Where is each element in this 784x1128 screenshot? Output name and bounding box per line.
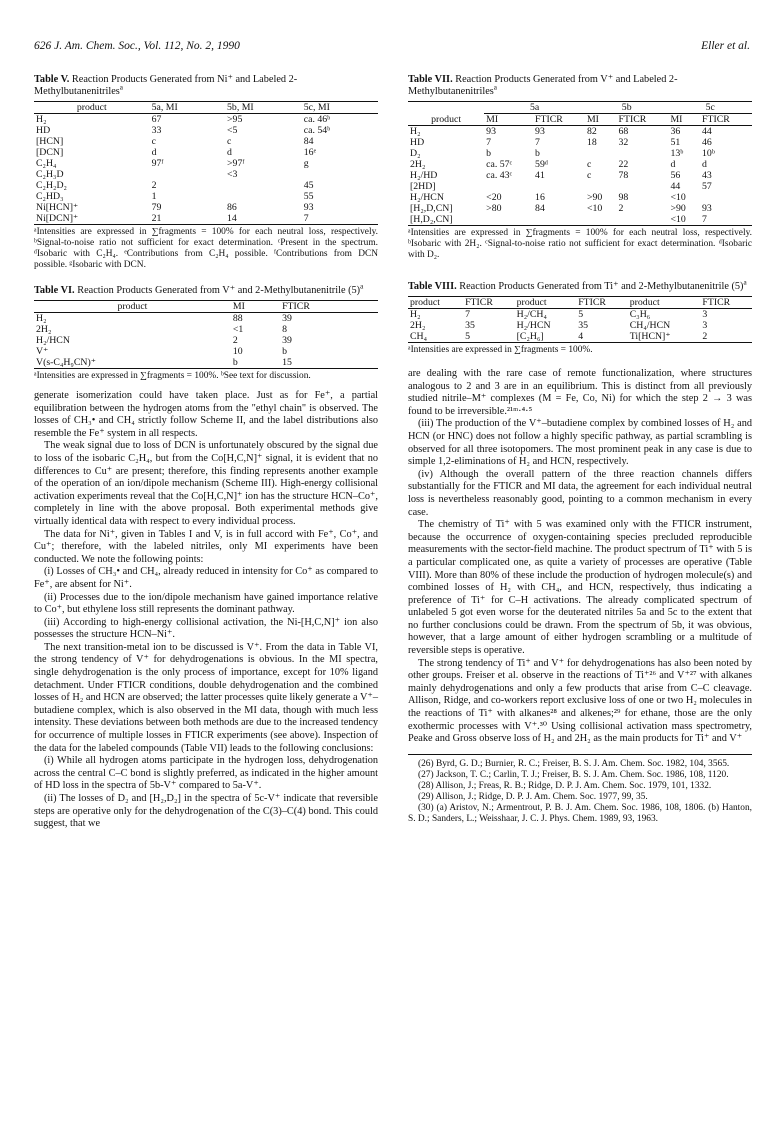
table7-caption: Table VII. Reaction Products Generated from V⁺ and Labeled 2-Methylbutanenitriles$^a$ bbox=[408, 74, 678, 97]
table-cell: [2HD] bbox=[410, 181, 436, 192]
table-cell: <10 bbox=[670, 192, 686, 203]
table7-header-cell: FTICR bbox=[533, 114, 585, 126]
table-cell bbox=[484, 214, 533, 226]
table-cell: 97ᶠ bbox=[151, 158, 164, 169]
table-cell bbox=[150, 169, 225, 180]
table-cell: 2 bbox=[151, 180, 157, 191]
table-cell bbox=[225, 180, 302, 191]
table-cell bbox=[617, 181, 669, 192]
table-cell: 16ᵉ bbox=[303, 147, 317, 158]
table-cell: [C₂H₆] bbox=[515, 331, 577, 343]
reference-item: (29) Allison, J.; Ridge, D. P. J. Am. Chem. Soc. 1977, 99, 35. bbox=[418, 791, 648, 802]
table-cell: [H,D₂,CN] bbox=[408, 214, 484, 226]
table-cell: 2 bbox=[232, 335, 238, 346]
paragraph: are dealing with the rare case of remote functionalization, where structures analogous to 2 and 3 are in an equilibrium. This is distinct from all previously studied nitrile–M⁺ complexes (M = Fe, Co, Ni) for which the step 2 → 3 was found to be irreversible.²¹ᵐ·⁴·⁵ bbox=[408, 368, 752, 417]
table-cell: 32 bbox=[618, 137, 629, 148]
table-cell: 5 bbox=[463, 331, 515, 343]
paragraph: The strong tendency of Ti⁺ and V⁺ for dehydrogenations has also been noted by other groups. Freiser et al. observe in the reactions of Ti⁺²⁶ and V⁺²⁷ with alkanes mainly dehydrogenations and only a few products that arise from C–C cleavage. Allison, Ridge, and co-workers report exclusive loss of one or two H₂ molecules in the reactions of Ti⁺ with alkanes²⁸ and alkenes;²⁹ for ethane, those are the only exothermic processes with V⁺.³⁰ Using collisional activation mass spectrometry, Peake and Gross observe loss of H₂ and 2H₂ as the main products for Ti⁺ and V⁺ bbox=[408, 657, 752, 745]
table-cell: CH₄ bbox=[408, 331, 463, 343]
table-cell: 78 bbox=[618, 170, 629, 181]
table-cell: 7 bbox=[535, 137, 540, 148]
table6-header-cell: FTICR bbox=[280, 301, 378, 313]
table5-header-cell: 5c, MI bbox=[302, 102, 378, 114]
table-cell: 45 bbox=[303, 180, 314, 191]
left-column bbox=[34, 74, 378, 831]
table-row bbox=[408, 331, 752, 343]
table-cell: H₂/CH₄ bbox=[516, 309, 547, 320]
table-cell: c bbox=[227, 136, 232, 147]
table-cell: [H₂,D,CN] bbox=[410, 203, 453, 214]
table7-header-cell: FTICR bbox=[617, 114, 669, 126]
table-cell: 2H₂ bbox=[410, 159, 426, 170]
right-body-text bbox=[408, 368, 752, 746]
table7-header-cell: product bbox=[408, 114, 484, 126]
table6-header-cell: MI bbox=[231, 301, 280, 313]
table-cell: 59ᵈ bbox=[535, 159, 548, 170]
table-cell: g bbox=[303, 158, 309, 169]
table-cell: >97ᶠ bbox=[227, 158, 245, 169]
table-cell: <1 bbox=[232, 324, 244, 335]
table-row bbox=[34, 191, 378, 202]
table-row bbox=[408, 309, 752, 321]
table-cell: 14 bbox=[225, 213, 302, 225]
table-cell bbox=[617, 214, 669, 226]
table-cell: 82 bbox=[586, 126, 597, 137]
table-cell: b bbox=[486, 148, 492, 159]
table-row bbox=[34, 213, 378, 225]
table-cell: b bbox=[535, 148, 540, 159]
table6-caption: Table VI. Reaction Products Generated from V⁺ and 2-Methylbutanenitrile $(5)^a$ bbox=[34, 282, 364, 296]
paragraph: The weak signal due to loss of DCN is unfortunately obscured by the signal due to loss of the isobaric C₂H₄, but from the Co[H,C,N]⁺ signal, it is evident that no differences to Cu⁺ are present; therefore, this finding represents another example of the operation of an ion/dipole mechanism (Scheme III). High-energy collisional activation experiments reveal that the Co[H,C,N]⁺ ion has the structure HCN–Co⁺, completely in line with the above proposal. Both experimental methods give virtually identical data with respect to every individual process. bbox=[34, 440, 378, 527]
right-column bbox=[408, 74, 752, 825]
table8-header-cell: FTICR bbox=[700, 297, 752, 309]
table-cell: H₂ bbox=[36, 313, 47, 324]
table-cell: ca. 57ᶜ bbox=[486, 159, 513, 170]
table-cell: 8 bbox=[282, 324, 288, 335]
table5-header-cell: 5a, MI bbox=[150, 102, 225, 114]
paragraph: The next transition-metal ion to be discussed is V⁺. From the data in Table VI, the strong tendency of V⁺ for dehydrogenations is obvious. In the MI spectra, single dehydrogenation is the only process of importance, except for 10% ligand detachment. Under FTICR conditions, double dehydrogenation and the combined losses of H₂ and HCN are observed; the latter processes quite likely generate a V⁺–butadiene complex, which is also observed in the MI data, though with much less intensity. These deviations between both methods are due to the increased tendency for occurrence of multiple losses in FTICR experiments (see above). Inspection of the data for the labeled compounds (Table VII) leads to the following conclusions: bbox=[34, 641, 378, 754]
table-cell: c bbox=[151, 136, 156, 147]
table-cell: 86 bbox=[227, 202, 237, 213]
table-cell: 2H₂ bbox=[410, 320, 426, 331]
table-row bbox=[408, 126, 752, 138]
table-cell: H₂/HCN bbox=[36, 335, 70, 346]
table8-header-cell: product bbox=[408, 297, 463, 309]
table-cell: 7 bbox=[465, 309, 470, 320]
reference-item: (30) (a) Aristov, N.; Armentrout, P. B. J. Am. Chem. Soc. 1986, 108, 1806. (b) Hanton, S. D.; Sanders, L.; Weisshaar, J. C. J. Phys. Chem. 1989, 93, 1963. bbox=[408, 802, 752, 824]
table-cell: C₂HD₃ bbox=[36, 191, 64, 202]
table-cell: 7 bbox=[302, 213, 378, 225]
reference-item: (28) Allison, J.; Freas, R. B.; Ridge, D. P. J. Am. Chem. Soc. 1979, 101, 1332. bbox=[418, 780, 712, 791]
table-cell: HD bbox=[36, 125, 51, 136]
table-cell: 3 bbox=[702, 309, 708, 320]
paragraph: (ii) Processes due to the ion/dipole mechanism have gained importance relative to Co⁺, but ethylene loss still represents the dominant pathway. bbox=[34, 591, 378, 616]
table-cell: C₃H₆ bbox=[629, 309, 651, 320]
table-row bbox=[34, 147, 378, 158]
table-row bbox=[34, 169, 378, 180]
table-cell: Ti[HCN]⁺ bbox=[628, 331, 701, 343]
table7-header-cell: FTICR bbox=[700, 114, 752, 126]
table-cell: 2 bbox=[618, 203, 624, 214]
table-cell: <20 bbox=[486, 192, 502, 203]
table-cell: HD bbox=[410, 137, 425, 148]
table-cell: 2H₂ bbox=[36, 324, 52, 335]
reference-item: (27) Jackson, T. C.; Carlin, T. J.; Freiser, B. S. J. Am. Chem. Soc. 1986, 108, 1120. bbox=[418, 769, 729, 780]
table-cell: d bbox=[227, 147, 232, 158]
table-row bbox=[34, 114, 378, 126]
table-cell: 5 bbox=[578, 309, 584, 320]
table-cell: C₂H₄ bbox=[36, 158, 57, 169]
table-cell: <5 bbox=[227, 125, 238, 136]
table-cell: D₂ bbox=[410, 148, 421, 159]
table-row bbox=[34, 335, 378, 346]
table-cell: 84 bbox=[535, 203, 545, 214]
table-cell: 35 bbox=[578, 320, 588, 331]
table-cell: 41 bbox=[535, 170, 545, 181]
table7-group-header: 5b bbox=[585, 102, 668, 114]
paragraph: The chemistry of Ti⁺ with 5 was examined only with the FTICR instrument, because the occurrence of oxygen-containing species precluded reproducible measurements with the sector-field machine. The product spectrum of Ti⁺ with 5 is a particular complicated one, as quite a variety of processes are operative (Table VIII). More than 80% of these include the production of hydrogen molecule(s) and combined losses of H₂ with CH₄, and HCN, respectively, thus indicating a preference of Ti⁺ for C–H activations. The already complicated spectrum of unlabeled 5 got even worse for the deuterated nitriles 5a and 5c to the extent that no further conclusions could be drawn. From the spectrum of 5b, it was obvious, however, that a large amount of either hydrogen scrambling or a multitude of reversible steps is operative. bbox=[408, 519, 752, 657]
reference-item: (26) Byrd, G. D.; Burnier, R. C.; Freiser, B. S. J. Am. Chem. Soc. 1982, 104, 3565. bbox=[418, 758, 730, 769]
table-cell: ca. 46ᵇ bbox=[303, 114, 331, 125]
table-cell: 1 bbox=[151, 191, 157, 202]
table-row bbox=[34, 136, 378, 147]
table-cell: 43 bbox=[702, 170, 712, 181]
table-cell: 4 bbox=[576, 331, 628, 343]
table-cell: d bbox=[670, 159, 676, 170]
table8-header-cell: product bbox=[628, 297, 701, 309]
table-cell: 21 bbox=[150, 213, 225, 225]
table-row bbox=[408, 137, 752, 148]
table-row bbox=[408, 320, 752, 331]
table8-header-cell: product bbox=[515, 297, 577, 309]
table-cell: V(s-C₄H₉CN)⁺ bbox=[34, 357, 231, 369]
table-cell: H₂/HCN bbox=[410, 192, 444, 203]
table-cell: 57 bbox=[702, 181, 712, 192]
table-cell: c bbox=[586, 159, 592, 170]
table-row bbox=[34, 125, 378, 136]
left-body-text bbox=[34, 390, 378, 831]
table-cell: 3 bbox=[702, 320, 708, 331]
table-cell: 15 bbox=[280, 357, 378, 369]
table7-header-cell: MI bbox=[484, 114, 533, 126]
table-cell bbox=[302, 169, 378, 180]
table-row bbox=[34, 202, 378, 213]
table6 bbox=[34, 300, 378, 369]
table-cell: <10 bbox=[586, 203, 603, 214]
table-cell: b bbox=[282, 346, 288, 357]
references bbox=[408, 754, 752, 825]
table-row bbox=[34, 357, 378, 369]
table-cell: V⁺ bbox=[36, 346, 49, 357]
table-cell: 44 bbox=[702, 126, 712, 137]
table-cell: 36 bbox=[670, 126, 681, 137]
paragraph: (iii) The production of the V⁺–butadiene complex by combined losses of H₂ and HCN (or HNC) does not follow a highly specific pathway, as partial scrambling is observed for all three isotopomers. The most prominent peak in any case is due to simple 1,2-eliminations of H₂ and HCN, respectively. bbox=[408, 418, 752, 468]
table-cell: 10 bbox=[232, 346, 243, 357]
table-cell: ca. 54ᵇ bbox=[303, 125, 331, 136]
table-cell: 93 bbox=[303, 202, 314, 213]
table-cell: 67 bbox=[151, 114, 162, 125]
table-row bbox=[408, 181, 752, 192]
table-cell: 93 bbox=[535, 126, 545, 137]
table-row bbox=[408, 203, 752, 214]
table6-header-cell: product bbox=[34, 301, 231, 313]
table-row bbox=[408, 192, 752, 203]
table-cell: 51 bbox=[670, 137, 681, 148]
table6-footnote: ᵃIntensities are expressed in ∑fragments = 100%. ᵇSee text for discussion. bbox=[34, 371, 311, 381]
table-row bbox=[408, 159, 752, 170]
running-head-right: Eller et al. bbox=[701, 40, 750, 52]
table-cell: C₂H₃D bbox=[36, 169, 64, 180]
paragraph: (i) While all hydrogen atoms participate in the hydrogen loss, dehydrogenation across the central C–C bond is slightly preferred, as indicated in the higher amount of HD loss in the spectra of 5b-V⁺ compared to 5a-V⁺. bbox=[34, 755, 378, 792]
table6-body bbox=[34, 313, 378, 369]
table-cell: >80 bbox=[486, 203, 502, 214]
table-cell: 44 bbox=[670, 181, 681, 192]
table-cell bbox=[225, 191, 302, 202]
table7-group-header: 5a bbox=[484, 102, 585, 114]
table8 bbox=[408, 296, 752, 343]
table7-header-cell: MI bbox=[585, 114, 617, 126]
table7-group-header: 5c bbox=[668, 102, 752, 114]
table5-body bbox=[34, 114, 378, 225]
table-cell bbox=[533, 214, 585, 226]
table-cell: 35 bbox=[465, 320, 475, 331]
table-cell bbox=[617, 148, 669, 159]
table-cell: 7 bbox=[700, 214, 752, 226]
running-head-left: 626 J. Am. Chem. Soc., Vol. 112, No. 2, 1990 bbox=[34, 40, 240, 52]
paragraph: (iii) According to high-energy collisional activation, the Ni-[H,C,N]⁺ ion also possesses the structure HCN–Ni⁺. bbox=[34, 616, 378, 641]
table8-header-cell: FTICR bbox=[463, 297, 515, 309]
table-cell bbox=[700, 192, 752, 203]
table-cell: d bbox=[702, 159, 707, 170]
table8-header-cell: FTICR bbox=[576, 297, 628, 309]
table-cell: 68 bbox=[618, 126, 629, 137]
table-row bbox=[34, 346, 378, 357]
table-cell: 39 bbox=[282, 313, 292, 324]
table-cell bbox=[585, 148, 617, 159]
table-cell: 13ᵇ bbox=[670, 148, 684, 159]
table-cell: 46 bbox=[702, 137, 712, 148]
table8-footnote: ᵃIntensities are expressed in ∑fragments = 100%. bbox=[408, 345, 593, 355]
table-cell bbox=[533, 181, 585, 192]
table-cell: [DCN] bbox=[36, 147, 64, 158]
paragraph: generate isomerization could have taken place. Just as for Fe⁺, a partial equilibration between the hydrogen atoms from the "ethyl chain" is observed. The losses of CH₃• and CH₄ strictly follow Scheme II, and the label distributions also resemble the Fe⁺ system in all respects. bbox=[34, 390, 378, 439]
table-row bbox=[34, 158, 378, 169]
table-cell: 2 bbox=[700, 331, 752, 343]
paragraph: (iv) Although the overall pattern of the three reaction channels differs substantially for the FTICR and MI data, the agreement for each individual neutral loss is nevertheless reasonably good, pointing to a common mechanism in every case. bbox=[408, 468, 752, 518]
table-cell: 79 bbox=[151, 202, 162, 213]
table-cell: >90 bbox=[670, 203, 686, 214]
table-cell: H₂ bbox=[36, 114, 47, 125]
table-cell: 39 bbox=[282, 335, 292, 346]
table-cell: 98 bbox=[618, 192, 629, 203]
table-cell: 93 bbox=[702, 203, 712, 214]
table-cell: d bbox=[151, 147, 157, 158]
table-cell bbox=[585, 181, 617, 192]
table7-body bbox=[408, 126, 752, 226]
table-row bbox=[34, 180, 378, 191]
table-cell: C₂H₂D₂ bbox=[36, 180, 67, 191]
table-row bbox=[34, 313, 378, 325]
table-cell: H₂/HCN bbox=[516, 320, 551, 331]
table-cell bbox=[585, 214, 617, 226]
paragraph: (i) Losses of CH₃• and CH₄, already reduced in intensity for Co⁺ as compared to Fe⁺, are absent for Ni⁺. bbox=[34, 566, 378, 590]
table-cell: 16 bbox=[535, 192, 545, 203]
table5-caption: Table V. Reaction Products Generated from Ni⁺ and Labeled 2-Methylbutanenitriles$^a$ bbox=[34, 74, 298, 97]
table-row bbox=[34, 324, 378, 335]
table-cell: Ni[HCN]⁺ bbox=[36, 202, 79, 213]
table-row bbox=[408, 170, 752, 181]
table-cell: b bbox=[231, 357, 280, 369]
table-cell: H₂ bbox=[410, 309, 421, 320]
table-cell: CH₄/HCN bbox=[629, 320, 671, 331]
table-cell: <10 bbox=[668, 214, 700, 226]
table-cell bbox=[484, 181, 533, 192]
table-cell: 88 bbox=[232, 313, 243, 324]
table7 bbox=[408, 101, 752, 226]
table-cell: H₂ bbox=[410, 126, 421, 137]
table5-footnote: ᵃIntensities are expressed in ∑fragments = 100% for each neutral loss, respectively. ᵇSignal-to-noise ratio not sufficient for exact determination. ᶜPresent in the spectrum. ᵈIsobaric with C₂H₄. ᵉContributions from C₂H₄ possible. ᶠContributions from DCN possible. ᵍIsobaric with DCN. bbox=[34, 227, 378, 270]
table5 bbox=[34, 101, 378, 225]
table8-caption: Table VIII. Reaction Products Generated from Ti⁺ and 2-Methylbutanenitrile $(5)^a$ bbox=[408, 278, 747, 292]
table-cell: H₂/HD bbox=[410, 170, 438, 181]
table-cell: c bbox=[586, 170, 592, 181]
table-cell: 7 bbox=[486, 137, 492, 148]
table7-footnote: ᵃIntensities are expressed in ∑fragments = 100% for each neutral loss, respectively. ᵇIsobaric with 2H₂. ᶜSignal-to-noise ratio not sufficient for exact determination. ᵈIsobaric with D₂. bbox=[408, 228, 752, 260]
table-cell: Ni[DCN]⁺ bbox=[34, 213, 150, 225]
paragraph: (ii) The losses of D₂ and [H₂,D₂] in the spectra of 5c-V⁺ indicate that reversible steps are operative only for the dehydrogenation of the C(3)–C(4) bond. This could suggest, that we bbox=[34, 793, 378, 830]
table-cell: 33 bbox=[151, 125, 162, 136]
table-row bbox=[408, 214, 752, 226]
table-cell: 84 bbox=[303, 136, 314, 147]
table-cell: >95 bbox=[227, 114, 243, 125]
table-row bbox=[408, 148, 752, 159]
table-cell: >90 bbox=[586, 192, 603, 203]
table-cell: 10ᵇ bbox=[702, 148, 715, 159]
table-cell: 55 bbox=[303, 191, 314, 202]
table-cell: [HCN] bbox=[36, 136, 64, 147]
table5-header-cell: 5b, MI bbox=[225, 102, 302, 114]
table7-header-cell: MI bbox=[668, 114, 700, 126]
table-cell: <3 bbox=[227, 169, 238, 180]
page-header bbox=[34, 40, 750, 58]
table-cell: 18 bbox=[586, 137, 597, 148]
table-cell: 22 bbox=[618, 159, 629, 170]
table8-body bbox=[408, 309, 752, 343]
table-cell: 56 bbox=[670, 170, 681, 181]
table5-header-cell: product bbox=[34, 102, 150, 114]
table-cell: ca. 43ᶜ bbox=[486, 170, 513, 181]
paragraph: The data for Ni⁺, given in Tables I and V, is in full accord with Fe⁺, Co⁺, and Cu⁺; therefore, with the labeled nitriles, only MI experiments have been conducted. We note the following points: bbox=[34, 528, 378, 565]
table-cell: 93 bbox=[486, 126, 496, 137]
